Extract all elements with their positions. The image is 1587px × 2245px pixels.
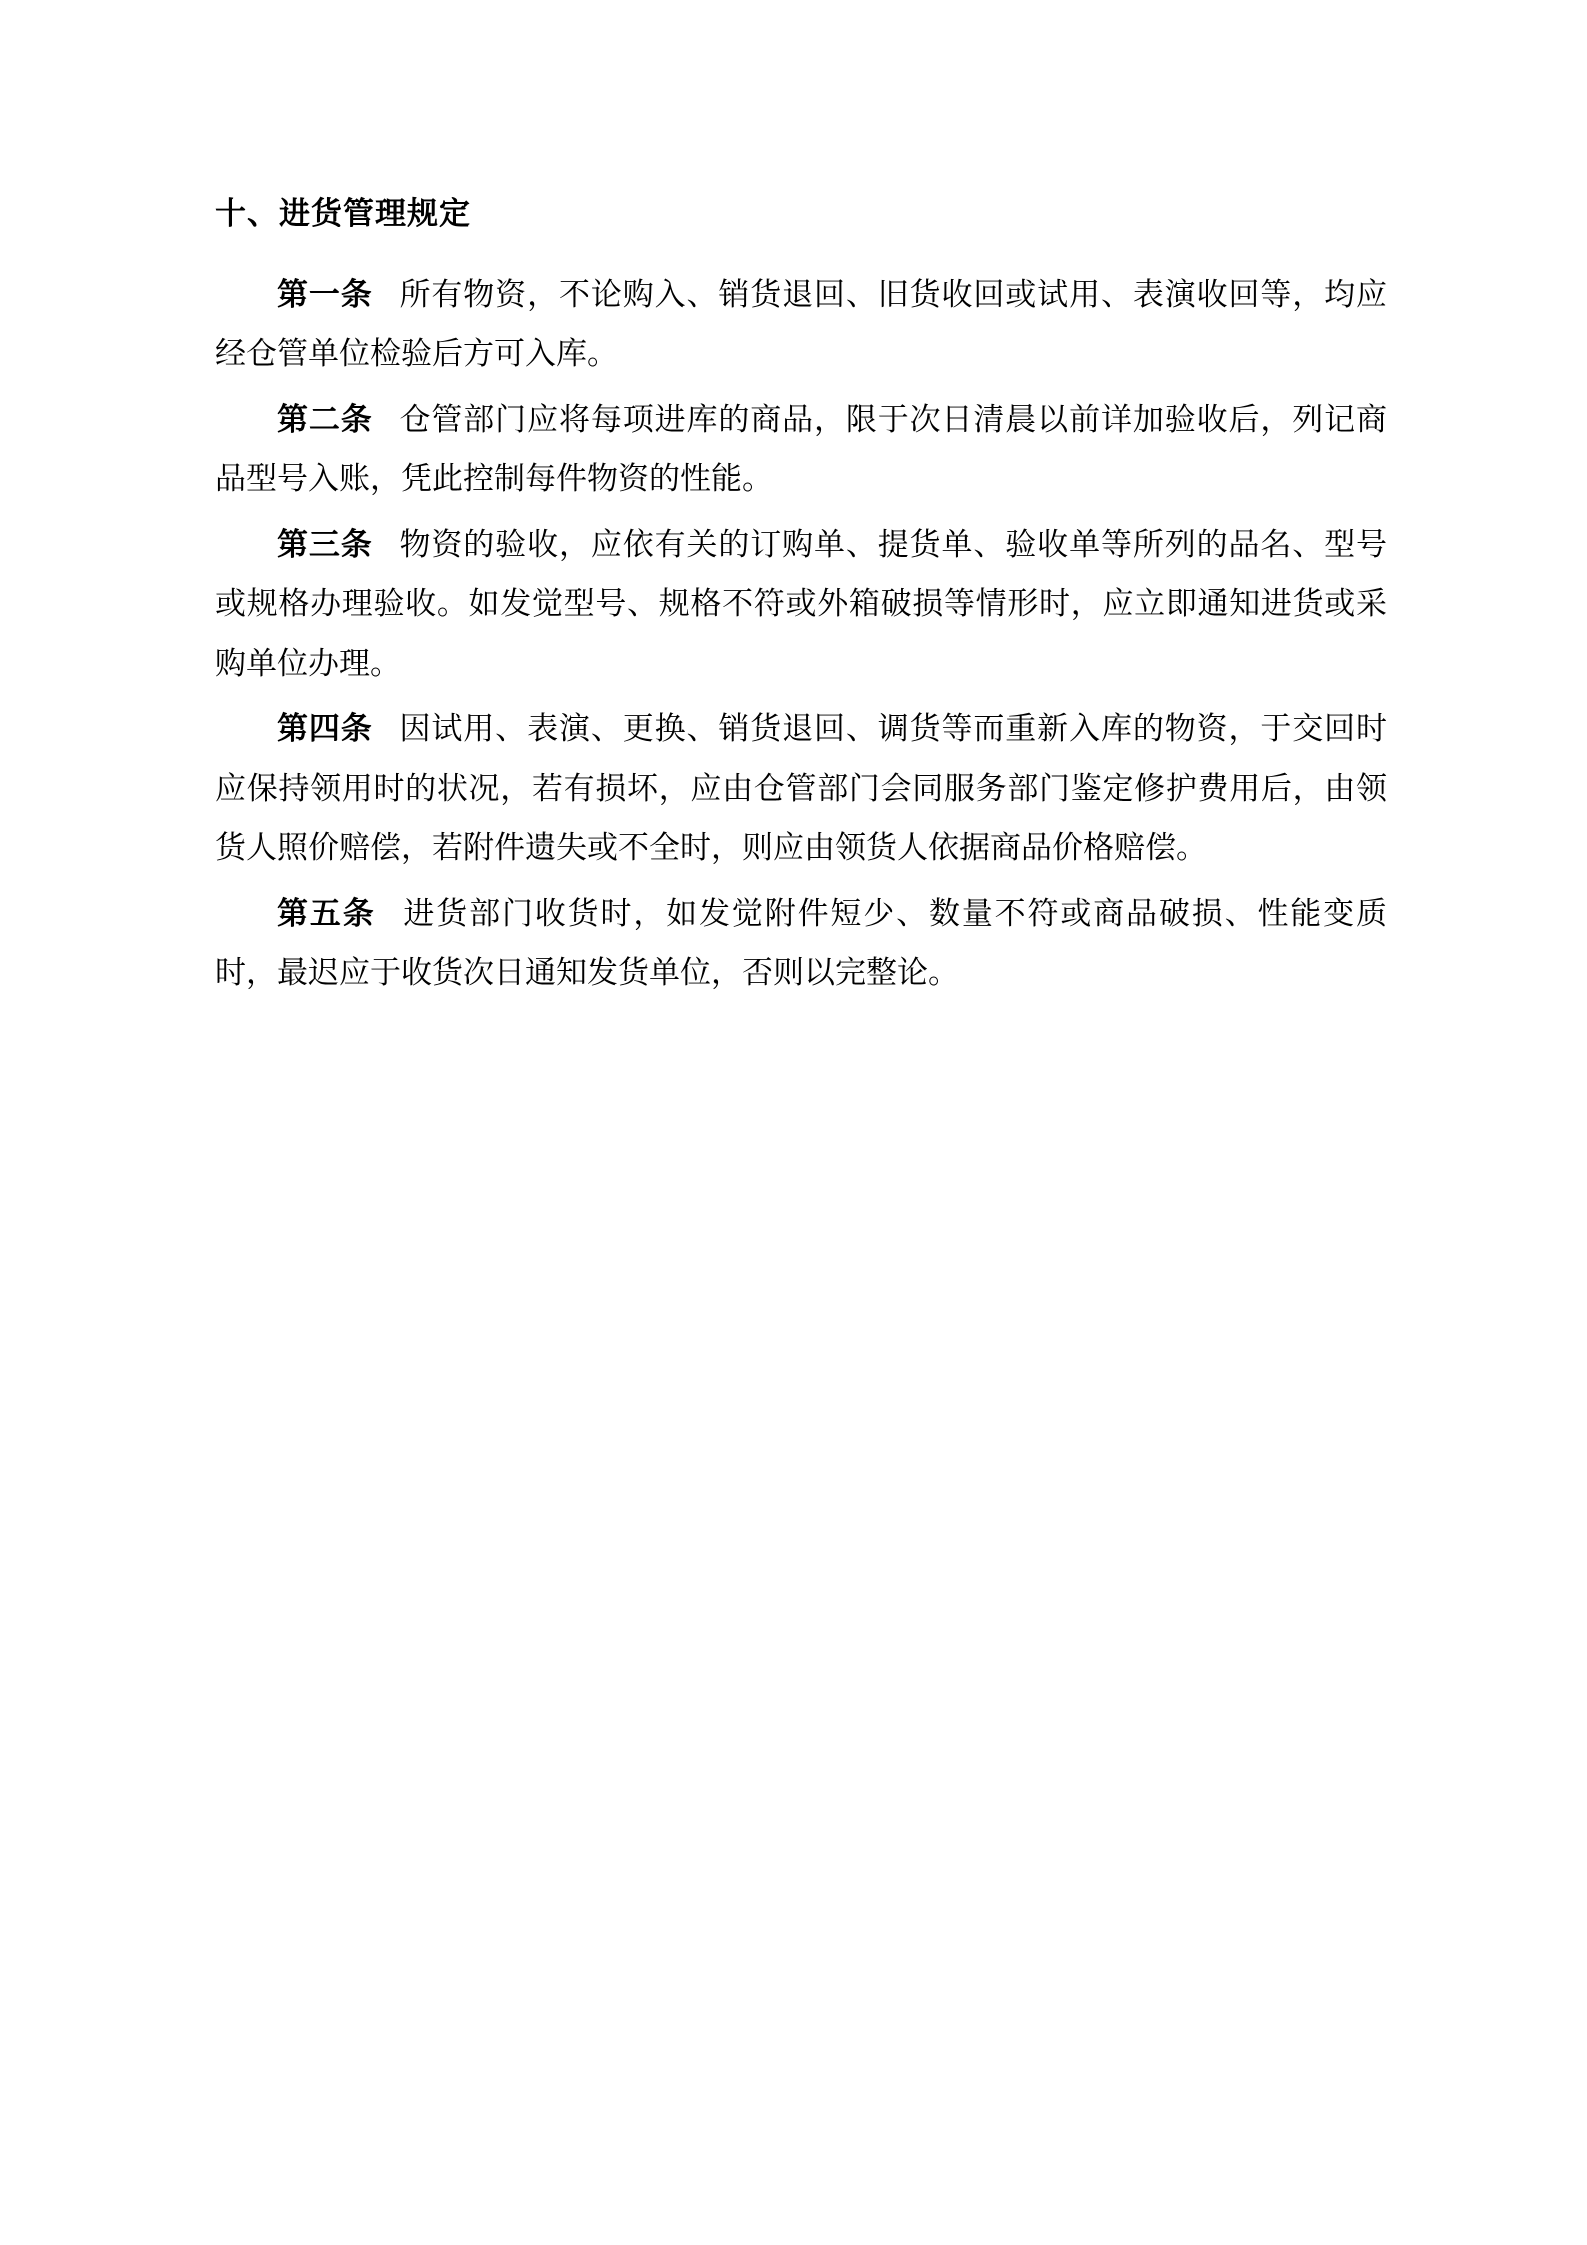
clause-paragraph xyxy=(215,516,1387,695)
clause-paragraph xyxy=(215,700,1387,879)
clause-label: 第四条 xyxy=(277,711,373,748)
page-title: 十、进货管理规定 xyxy=(215,196,471,232)
clause-text: 进货部门收货时，如发觉附件短少、数量不符或商品破损、性能变质时，最迟应于收货次日通知发货单位，否则以完整论。 xyxy=(215,895,1387,992)
clause-label: 第三条 xyxy=(277,526,373,563)
clause-paragraph xyxy=(215,391,1387,510)
clause-paragraph xyxy=(215,885,1387,1004)
clause-paragraph xyxy=(215,266,1387,385)
clause-text: 因试用、表演、更换、销货退回、调货等而重新入库的物资，于交回时应保持领用时的状况，若有损坏，应由仓管部门会同服务部门鉴定修护费用后，由领货人照价赔偿，若附件遗失或不全时，则应由领货人依据商品价格赔偿。 xyxy=(215,711,1388,867)
clause-text: 物资的验收，应依有关的订购单、提货单、验收单等所列的品名、型号或规格办理验收。如发觉型号、规格不符或外箱破损等情形时，应立即通知进货或采购单位办理。 xyxy=(215,526,1388,682)
clause-text: 所有物资，不论购入、销货退回、旧货收回或试用、表演收回等，均应经仓管单位检验后方可入库。 xyxy=(215,276,1388,373)
clause-text: 仓管部门应将每项进库的商品，限于次日清晨以前详加验收后，列记商品型号入账，凭此控制每件物资的性能。 xyxy=(215,401,1388,498)
clause-label: 第五条 xyxy=(277,895,376,932)
clause-label: 第一条 xyxy=(277,276,373,313)
clause-label: 第二条 xyxy=(277,401,373,438)
